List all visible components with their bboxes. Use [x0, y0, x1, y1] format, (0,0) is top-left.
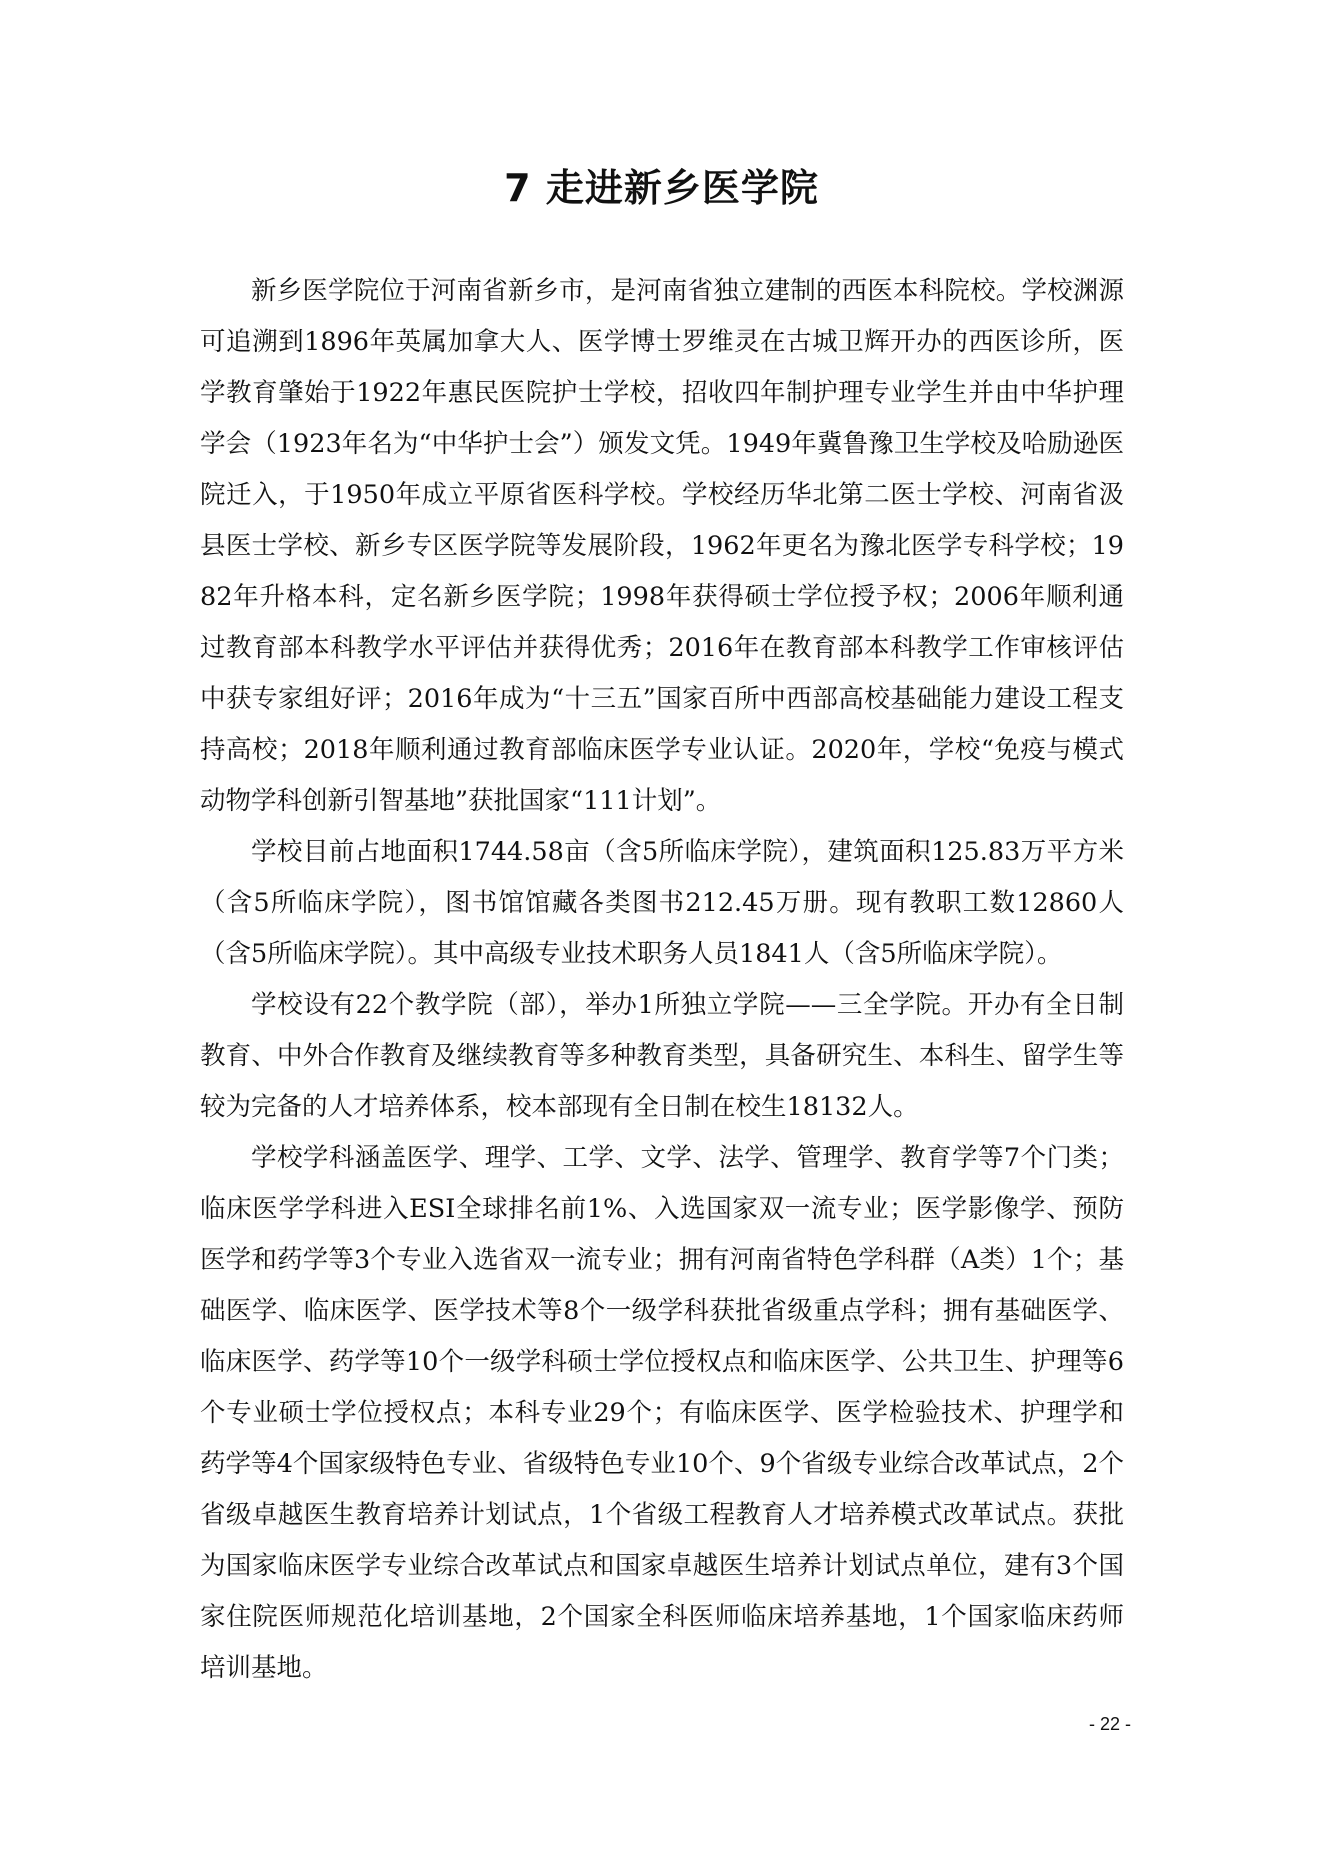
page-number: - 22 - — [1088, 1714, 1131, 1734]
page-title: 7 走进新乡医学院 — [504, 166, 819, 210]
paragraph-campus-statistics: 学校目前占地面积1744.58亩（含5所临床学院），建筑面积125.83万平方米（含5所临床学院），图书馆馆藏各类图书212.45万册。现有教职工数12860人（含5所临床学院）。其中高级专业技术职务人员1841人（含5所临床学院）。 — [200, 837, 1124, 969]
paragraph-colleges-and-education: 学校设有22个教学院（部），举办1所独立学院——三全学院。开办有全日制教育、中外合作教育及继续教育等多种教育类型，具备研究生、本科生、留学生等较为完备的人才培养体系，校本部现有全日制在校生18132人。 — [200, 990, 1124, 1122]
document-body — [200, 266, 1124, 1694]
paragraph-history: 新乡医学院位于河南省新乡市，是河南省独立建制的西医本科院校。学校渊源可追溯到1896年英属加拿大人、医学博士罗维灵在古城卫辉开办的西医诊所，医学教育肇始于1922年惠民医院护士学校，招收四年制护理专业学生并由中华护理学会（1923年名为“中华护士会”）颁发文凭。1949年冀鲁豫卫生学校及哈励逊医院迁入，于1950年成立平原省医科学校。学校经历华北第二医士学校、河南省汲县医士学校、新乡专区医学院等发展阶段，1962年更名为豫北医学专科学校；1982年升格本科，定名新乡医学院；1998年获得硕士学位授予权；2006年顺利通过教育部本科教学水平评估并获得优秀；2016年在教育部本科教学工作审核评估中获专家组好评；2016年成为“十三五”国家百所中西部高校基础能力建设工程支持高校；2018年顺利通过教育部临床医学专业认证。2020年，学校“免疫与模式动物学科创新引智基地”获批国家“111计划”。 — [200, 276, 1124, 816]
paragraph-disciplines: 学校学科涵盖医学、理学、工学、文学、法学、管理学、教育学等7个门类；临床医学学科进入ESI全球排名前1%、入选国家双一流专业；医学影像学、预防医学和药学等3个专业入选省双一流专业；拥有河南省特色学科群（A类）1个；基础医学、临床医学、医学技术等8个一级学科获批省级重点学科；拥有基础医学、临床医学、药学等10个一级学科硕士学位授权点和临床医学、公共卫生、护理等6个专业硕士学位授权点；本科专业29个；有临床医学、医学检验技术、护理学和药学等4个国家级特色专业、省级特色专业10个、9个省级专业综合改革试点，2个省级卓越医生教育培养计划试点，1个省级工程教育人才培养模式改革试点。获批为国家临床医学专业综合改革试点和国家卓越医生培养计划试点单位，建有3个国家住院医师规范化培训基地，2个国家全科医师临床培养基地，1个国家临床药师培训基地。 — [200, 1143, 1124, 1683]
